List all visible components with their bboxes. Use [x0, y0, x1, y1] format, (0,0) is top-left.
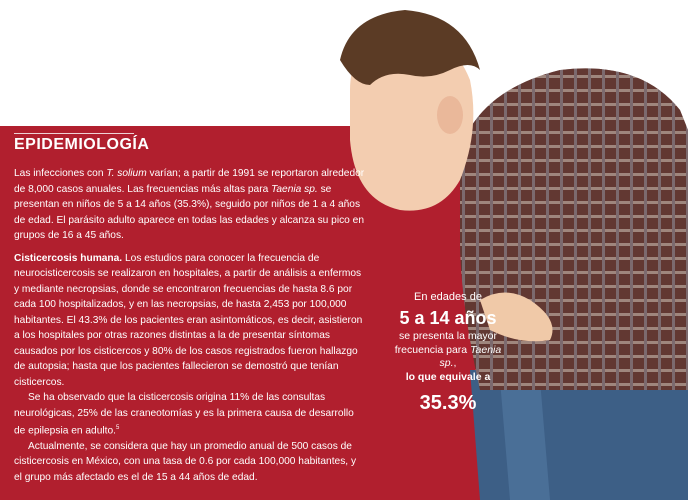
paragraph-mexico [14, 439, 366, 486]
epidemiology-text-block [14, 133, 366, 485]
paragraph-infections [14, 166, 366, 244]
p1-text-a: Las infecciones con [14, 168, 107, 179]
statistic-callout [392, 290, 504, 415]
callout-genus: Taenia sp. [439, 343, 502, 369]
callout-percent: 35.3% [419, 392, 477, 414]
paragraph-neurology [14, 390, 366, 439]
callout-comma: , [453, 357, 457, 369]
p2-lead: Cisticercosis humana. [14, 252, 123, 264]
p1-genus: Taenia sp. [271, 183, 318, 195]
callout-line3: lo que equivale a [405, 370, 491, 383]
paragraph-cysticercosis [14, 251, 366, 391]
p2-text: Los estudios para conocer la frecuencia de neurocisticercosis se realizaron en hospitales, a partir de análisis a enfermos y mediante necropsias, donde se encontraron frecuencias de hasta 8.6 por cada 100 hospitalizados, y en las necropsias, de hasta 2,453 por 100,000 habitantes. El 43.3% de los pacientes eran asintomáticos, es decir, asistieron a los hospitales por otras razones distintas a la de presentar síntomas causados por los cisticercos y 80% de los casos registrados fueron hallazgo de autopsia; hasta que los pacientes fallecieron se demostró que tenían cisticercos. [14, 252, 363, 388]
p4-text: Actualmente, se considera que hay un promedio anual de 500 casos de cisticercosis en México, con una tasa de 0.6 por cada 100,000 habitantes, y el grupo más afectado es el de 15 a 44 años de edad. [14, 440, 357, 483]
p3-footnote: 5 [115, 425, 120, 431]
section-heading: EPIDEMIOLOGÍA [14, 136, 150, 153]
callout-line1: En edades de [414, 291, 482, 303]
p1-text-e: se presentan en niños de 5 a 14 años (35.3%), seguido por niños de 1 a 4 años de edad. El parásito adulto aparece en todas las edades y alcanza su pico en grupos de 16 a 45 años. [14, 183, 365, 241]
boy-photo [330, 0, 688, 500]
p3-text: Se ha observado que la cisticercosis origina 11% de las consultas neurológicas, 25% de las craneotomías y es la primera causa de desarrollo de epilepsia en adulto. [14, 392, 354, 437]
callout-line2 [392, 330, 504, 371]
p1-text-c: varían; a partir de 1991 se reportaron alrededor de 8,000 casos anuales. Las frecuencias más altas para [14, 168, 365, 195]
p1-species: T. solium [106, 168, 147, 179]
callout-age-range: 5 a 14 años [399, 308, 497, 328]
callout-line2-text: se presenta la mayor frecuencia para [394, 330, 498, 356]
heading-rule [14, 133, 150, 160]
